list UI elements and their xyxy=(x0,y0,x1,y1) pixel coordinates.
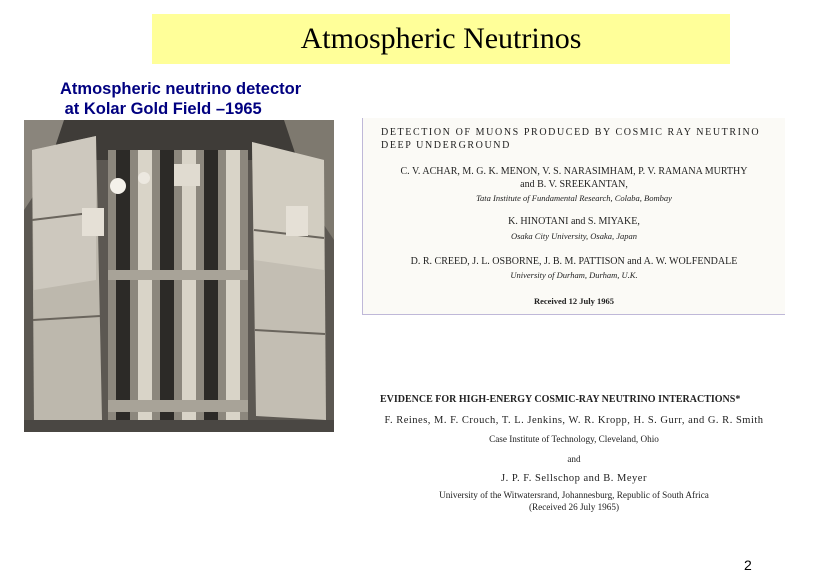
paper2-authors-2: J. P. F. Sellschop and B. Meyer xyxy=(501,473,647,484)
paper-reines-excerpt xyxy=(354,388,794,520)
paper2-institution-1: Case Institute of Technology, Cleveland, Ohio xyxy=(489,434,659,444)
paper1-institution-3: University of Durham, Durham, U.K. xyxy=(510,270,638,280)
paper1-authors-2: K. HINOTANI and S. MIYAKE, xyxy=(508,216,640,227)
paper1-authors-1b: and B. V. SREEKANTAN, xyxy=(520,179,628,190)
paper1-title-line-2: DEEP UNDERGROUND xyxy=(381,140,511,151)
paper-kgf-excerpt xyxy=(362,118,785,315)
caption-line-2: at Kolar Gold Field –1965 xyxy=(60,100,262,118)
detector-photo-image xyxy=(24,120,334,432)
detector-photo xyxy=(24,120,334,432)
paper1-title xyxy=(381,126,760,152)
paper1-institution-1: Tata Institute of Fundamental Research, Colaba, Bombay xyxy=(476,193,672,203)
paper1-received: Received 12 July 1965 xyxy=(533,296,615,306)
paper1-title-line-1: DETECTION OF MUONS PRODUCED BY COSMIC RAY NEUTRINO xyxy=(381,127,761,138)
slide-title: Atmospheric Neutrinos xyxy=(300,22,582,55)
paper2-received: (Received 26 July 1965) xyxy=(528,502,620,512)
caption-line-1: Atmospheric neutrino detector xyxy=(60,80,302,98)
paper1-authors-3: D. R. CREED, J. L. OSBORNE, J. B. M. PATTISON and A. W. WOLFENDALE xyxy=(410,256,738,267)
paper2-institution-2: University of the Witwatersrand, Johannesburg, Republic of South Africa xyxy=(439,490,709,500)
photo-caption xyxy=(60,79,360,119)
paper1-institution-2: Osaka City University, Osaka, Japan xyxy=(510,231,638,241)
paper2-authors-1: F. Reines, M. F. Crouch, T. L. Jenkins, W. R. Kropp, H. S. Gurr, and G. R. Smith xyxy=(384,415,764,426)
page-number: 2 xyxy=(744,557,752,573)
paper2-and: and xyxy=(567,454,581,464)
paper2-title: EVIDENCE FOR HIGH-ENERGY COSMIC-RAY NEUTRINO INTERACTIONS* xyxy=(380,394,741,405)
slide-title-box xyxy=(152,14,730,64)
paper1-authors-1: C. V. ACHAR, M. G. K. MENON, V. S. NARASIMHAM, P. V. RAMANA MURTHY xyxy=(400,166,748,177)
